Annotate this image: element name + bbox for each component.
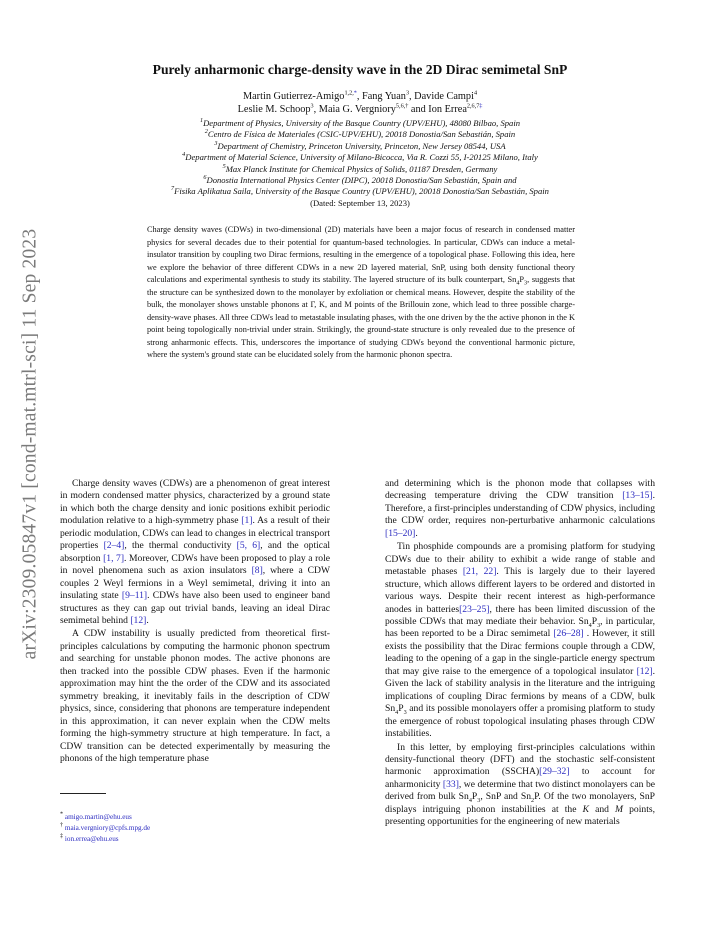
affiliation bbox=[60, 129, 660, 140]
citation-link[interactable]: [13–15] bbox=[622, 490, 653, 502]
footnote-mark: † bbox=[60, 821, 64, 829]
body-column-left bbox=[60, 478, 330, 765]
affiliation-text: Donostia International Physics Center (DIPC), 20018 Donostia/San Sebastián, Spain and bbox=[206, 175, 517, 186]
author-name: and Ion Errea bbox=[408, 104, 467, 115]
citation-link[interactable]: [1] bbox=[241, 515, 253, 527]
body-text: . As a result of their periodic modulation, CDWs can lead to changes in electrical transport properties bbox=[60, 515, 330, 552]
body-paragraph bbox=[60, 478, 330, 627]
body-text: . However, it still exists the possibility that the Dirac fermions couple through a CDW, leading to the opening of a gap in the single-particle energy spectrum that may give raise to the emergence of a topological insulator bbox=[385, 628, 655, 677]
dated-line: (Dated: September 13, 2023) bbox=[310, 197, 410, 208]
author-line-1 bbox=[60, 90, 660, 103]
footnote-mark: ‡ bbox=[60, 832, 64, 840]
arxiv-identifier: arXiv:2309.05847v1 [cond-mat.mtrl-sci] 11 Sep 2023 bbox=[19, 228, 40, 660]
math-symbol: K bbox=[582, 803, 589, 815]
affiliation bbox=[60, 141, 660, 152]
abstract-text: , suggests that the structure can be synthesized down to the monolayer by exfoliation or chemical means. However, despite the stability of the bulk, the monolayer shows unstable phonons at Γ, K, and M points of the Brillouin zone, which lead to three possible charge-density-wave phases. All three CDWs lead to metastable insulating phases, with the one driven by the the active phonon in the K point being topologically non-trivial under strain. Strikingly, the ground-state structure is only revealed due to the presence of strong anharmonic effects. This, underscores the importance of studying CDWs beyond the conventional harmonic picture, where the system's ground state can be elucidated solely from the harmonic phonon spectra. bbox=[147, 275, 575, 359]
affiliation-text: Department of Chemistry, Princeton University, Princeton, New Jersey 08544, USA bbox=[217, 140, 506, 151]
abstract bbox=[147, 224, 575, 362]
affiliation-number: 2 bbox=[204, 128, 208, 136]
citation-link[interactable]: [1, 7] bbox=[103, 552, 125, 564]
footnote bbox=[60, 834, 330, 845]
subscript: 3 bbox=[403, 709, 407, 717]
subscript: 4 bbox=[516, 279, 520, 287]
affiliation bbox=[60, 118, 660, 129]
arxiv-identifier-sidebar bbox=[10, 228, 50, 660]
affiliation-number: 5 bbox=[222, 162, 226, 170]
body-text: Charge density waves (CDWs) are a phenomenon of great interest in modern condensed matter physics, characterized by a ground state in which both the charge density and ionic positions exhibit periodic modulation relative to a high-symmetry phase bbox=[60, 478, 330, 527]
subscript: 3 bbox=[524, 279, 528, 287]
affiliation bbox=[60, 186, 660, 197]
author-name: , Maia G. Vergniory bbox=[313, 104, 396, 115]
author-affil-sup: 1,2, bbox=[344, 89, 354, 97]
citation-link[interactable]: [8] bbox=[251, 565, 263, 577]
body-text: . Given the lack of stability analysis in the literature and the intriguing implications of coupling Dirac fermions by means of a CDW, bulk Sn bbox=[385, 665, 655, 715]
body-text: . bbox=[415, 527, 418, 539]
subscript: 2 bbox=[531, 797, 535, 805]
body-text: . CDWs have also been used to engineer band structures as they can gap out trivial bands, leaving an ideal Dirac semimetal behind bbox=[60, 590, 330, 626]
author-name: Martin Gutierrez-Amigo bbox=[242, 91, 345, 102]
email-link[interactable]: ion.errea@ehu.eus bbox=[64, 835, 119, 843]
body-text: and determining which is the phonon mode that collapses with decreasing temperature driving the CDW transition bbox=[385, 478, 655, 502]
author-affil-sup: 4 bbox=[473, 89, 478, 97]
citation-link[interactable]: [21, 22] bbox=[462, 566, 497, 578]
math-symbol: M bbox=[615, 803, 624, 815]
body-text: , and the optical absorption bbox=[60, 540, 330, 564]
body-paragraph: A CDW instability is usually predicted from theoretical first-principles calculations by computing the harmonic phonon spectrum and searching for unstable phonon modes. The active phonons are then tracked into the possible CDW phases. Even if the harmonic approximation may hint the the order of the CDW and its associated symmetry breaking, it inevitably fails in the description of CDW physics, since, considering that phonons are temperature independent in this approximation, it can never explain when the CDW melts forming the high-symmetry structure at high temperature. In fact, a CDW transition can be detected experimentally by measuring the phonons of the high temperature phase bbox=[60, 628, 330, 764]
author-affil-sup: 3 bbox=[405, 89, 410, 97]
subscript: 4 bbox=[468, 797, 472, 805]
abstract-text: P bbox=[519, 275, 525, 284]
affiliation bbox=[60, 152, 660, 163]
citation-link[interactable]: [23–25] bbox=[459, 603, 490, 615]
citation-link[interactable]: [5, 6] bbox=[236, 540, 261, 552]
body-text: . This is largely due to their layered structure, which allows different layers to be ordered and distorted in various ways. Despite their recent interest as high-performance anodes in batteries bbox=[385, 566, 655, 615]
body-text: Tin phosphide compounds are a promising platform for studying CDWs due to their ability to exhibit a wide range of stable and metastable phases bbox=[385, 541, 655, 578]
body-text: , we determine that two distinct monolayers can be derived from bulk Sn bbox=[385, 778, 656, 803]
citation-link[interactable]: [29–32] bbox=[539, 766, 570, 778]
affiliation-text: Department of Physics, University of the Basque Country (UPV/EHU), 48080 Bilbao, Spain bbox=[203, 118, 521, 128]
citation-link[interactable]: [26–28] bbox=[553, 628, 584, 640]
abstract-text: Charge density waves (CDWs) in two-dimensional (2D) materials have been a major focus of research in condensed matter physics for several decades due to their potential for quantum-based technologies. In particular, CDWs can induce a metal-insulator transition by coupling two Dirac fermions, resulting in the emergence of a topological phase. Following this idea, here we explore the behavior of three different CDWs in a new 2D layered material, SnP, using both density functional theory calculations and experimental synthesis to study its stability. The layered structure of its bulk counterpart, Sn bbox=[147, 225, 575, 284]
affiliation-text: Fisika Aplikatua Saila, University of the Basque Country (UPV/EHU), 20018 Donostia/San Sebastián, Spain bbox=[174, 186, 549, 197]
affiliation-number: 7 bbox=[171, 185, 175, 193]
citation-link[interactable]: [12] bbox=[130, 614, 147, 626]
body-text: to account for anharmonicity bbox=[385, 766, 655, 790]
affiliation-text: Centro de Física de Materiales (CSIC-UPV/EHU), 20018 Donostia/San Sebastián, Spain bbox=[207, 129, 516, 140]
body-text: . Moreover, CDWs have been proposed to play a role in novel phenomena such as axion insulators bbox=[60, 552, 330, 577]
citation-link[interactable]: [15–20] bbox=[385, 527, 416, 539]
body-text: P bbox=[591, 615, 598, 627]
body-text: In this letter, by employing first-principles calculations within density-functional theory (DFT) and the stochastic self-consistent harmonic approximation (SSCHA) bbox=[385, 741, 655, 778]
body-paragraph bbox=[385, 478, 655, 540]
author-name: Leslie M. Schoop bbox=[237, 104, 311, 115]
citation-link[interactable]: [2–4] bbox=[103, 540, 125, 552]
affiliation-list bbox=[60, 118, 660, 209]
affiliation-number: 6 bbox=[203, 174, 207, 182]
subscript: 4 bbox=[395, 709, 399, 717]
subscript: 3 bbox=[477, 797, 481, 805]
citation-link[interactable]: [33] bbox=[442, 778, 459, 790]
subscript: 4 bbox=[588, 621, 592, 629]
body-text: P bbox=[398, 703, 404, 715]
affiliation-text: Max Planck Institute for Chemical Physics of Solids, 01187 Dresden, Germany bbox=[225, 163, 498, 174]
body-paragraph bbox=[385, 541, 655, 740]
affiliation-number: 4 bbox=[182, 151, 186, 159]
body-text: , there has been limited discussion of the possible CDWs that may mediate their behavior. Sn bbox=[385, 603, 655, 627]
citation-link[interactable]: [12] bbox=[636, 665, 653, 677]
footnote-divider bbox=[60, 793, 106, 794]
email-link[interactable]: amigo.martin@ehu.eus bbox=[64, 813, 132, 821]
author-affil-sup: 2,6,7 bbox=[466, 102, 480, 110]
author-affil-sup: 5,6,† bbox=[395, 102, 409, 110]
author-affil-sup: 3 bbox=[310, 102, 314, 110]
corresponding-author-link[interactable]: * bbox=[353, 89, 357, 97]
citation-link[interactable]: [9–11] bbox=[121, 590, 148, 602]
body-text: , where a CDW couples 2 Weyl fermions in a Weyl semimetal, driving it into an insulating state bbox=[60, 565, 330, 602]
author-name: , Davide Campi bbox=[409, 91, 474, 102]
footnote bbox=[60, 823, 330, 834]
affiliation bbox=[60, 164, 660, 175]
author-name: , Fang Yuan bbox=[356, 91, 406, 102]
email-link[interactable]: maia.vergniory@cpfs.mpg.de bbox=[64, 824, 151, 832]
affiliation-number: 1 bbox=[199, 117, 204, 125]
body-paragraph bbox=[385, 742, 655, 829]
body-text: , in particular, has been reported to be a Dirac semimetal bbox=[385, 615, 655, 640]
paper-title: Purely anharmonic charge-density wave in the 2D Dirac semimetal SnP bbox=[152, 62, 568, 77]
body-text: and bbox=[588, 803, 616, 815]
affiliation bbox=[60, 175, 660, 186]
affiliation-text: Department of Material Science, University of Milano-Bicocca, Via R. Cozzi 55, I-20125 Milano, Italy bbox=[185, 152, 538, 163]
body-text: points, presenting opportunities for the engineering of new materials bbox=[385, 803, 655, 828]
body-text: , SnP and Sn bbox=[480, 791, 532, 803]
affiliation-number: 3 bbox=[214, 139, 218, 147]
subscript: 3 bbox=[597, 621, 601, 629]
author-list bbox=[60, 90, 660, 116]
body-text: , the thermal conductivity bbox=[124, 540, 237, 552]
corresponding-author-link[interactable]: ‡ bbox=[479, 102, 483, 110]
body-text: P bbox=[471, 791, 478, 803]
footnote-mark: * bbox=[60, 810, 64, 818]
footnotes bbox=[60, 812, 330, 845]
body-text: . Therefore, a first-principles understanding of CDW physics, including the CDW order, requires non-perturbative anharmonic calculations bbox=[385, 490, 655, 527]
body-text: . bbox=[146, 614, 149, 626]
body-text: and its possible monolayers offer a promising platform to study the emergence of robust topological insulating phases through CDW instabilities. bbox=[385, 703, 655, 740]
footnote bbox=[60, 812, 330, 823]
body-column-right bbox=[385, 478, 655, 829]
body-text: P. Of the two monolayers, SnP displays intriguing phonon instabilities at the bbox=[385, 791, 655, 815]
author-line-2 bbox=[60, 103, 660, 116]
